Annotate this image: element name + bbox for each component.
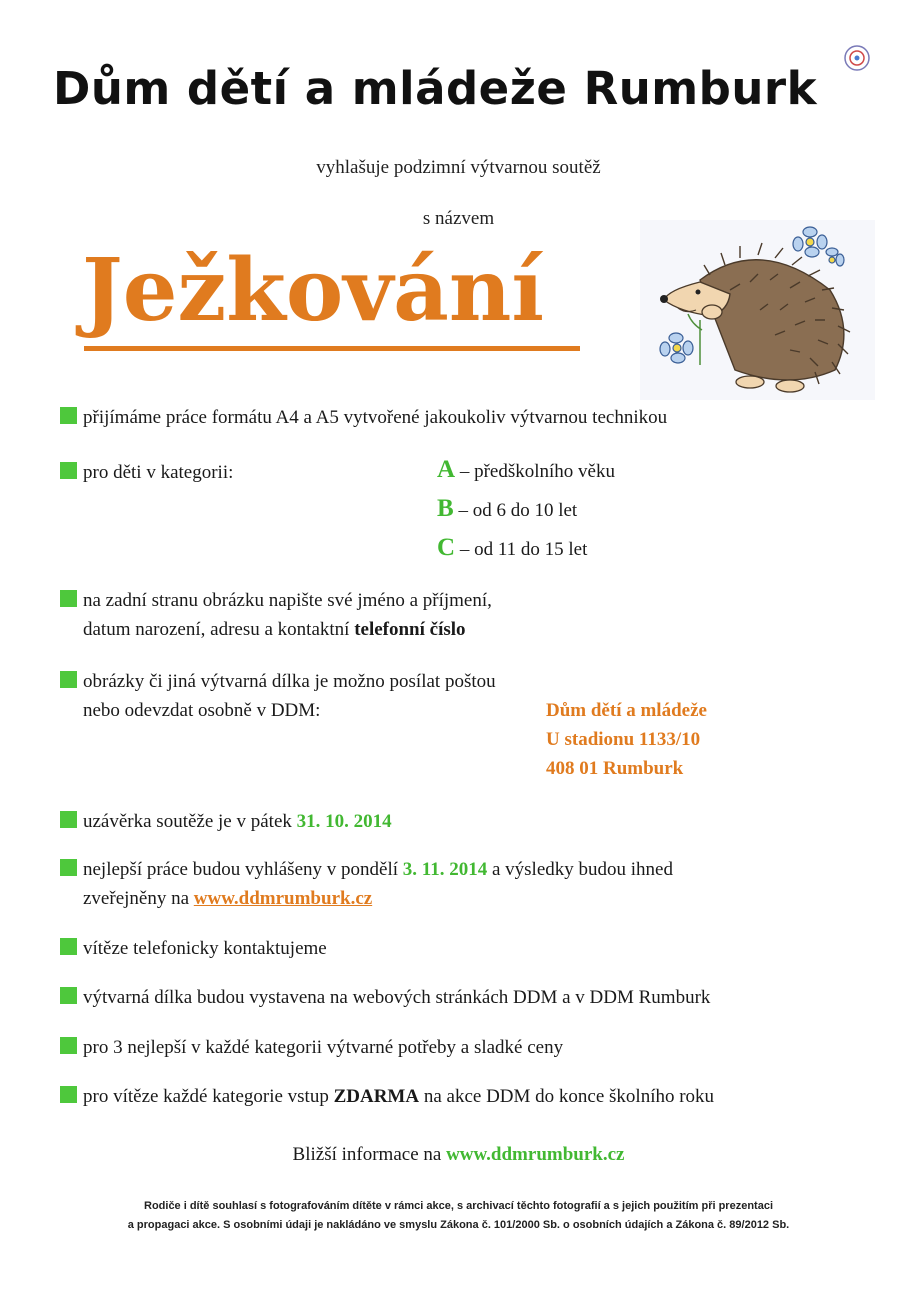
contest-name-underline: [84, 346, 580, 351]
more-info: Bližší informace na www.ddmrumburk.cz: [292, 1144, 625, 1165]
more-info-link[interactable]: www.ddmrumburk.cz: [446, 1144, 625, 1165]
green-bullet-icon: [60, 590, 77, 607]
green-bullet-icon: [60, 811, 77, 828]
green-bullet-icon: [60, 938, 77, 955]
contest-name: Ježkování: [82, 240, 545, 341]
address-block: Dům dětí a mládeže U stadionu 1133/10 408 01 Rumburk: [546, 700, 707, 779]
page-title: Dům dětí a mládeže Rumburk: [52, 62, 818, 115]
green-bullet-icon: [60, 859, 77, 876]
green-bullet-icon: [60, 1086, 77, 1103]
green-bullet-icon: [60, 407, 77, 424]
category-b: B – od 6 do 10 let: [437, 495, 578, 522]
website-link[interactable]: www.ddmrumburk.cz: [193, 888, 373, 909]
green-bullet-icon: [60, 987, 77, 1004]
green-bullet-icon: [60, 1037, 77, 1054]
intro-text: vyhlašuje podzimní výtvarnou soutěž: [316, 157, 601, 178]
category-c: C – od 11 do 15 let: [437, 534, 588, 561]
green-bullet-icon: [60, 671, 77, 688]
category-a: A – předškolního věku: [437, 456, 615, 483]
green-bullet-icon: [60, 462, 77, 479]
consent-footnote: Rodiče i dítě souhlasí s fotografováním dítěte v rámci akce, s archivací těchto fotografií a s jejich použitím při prezentaci a propagaci akce. S osobními údaji je nakládáno ve smyslu Zákona č. 101/2000 Sb. o osobních údajích a Zákona č. 89/2012 Sb.: [127, 1200, 790, 1231]
hedgehog-illustration: [640, 220, 875, 400]
named-text: s názvem: [422, 208, 495, 229]
